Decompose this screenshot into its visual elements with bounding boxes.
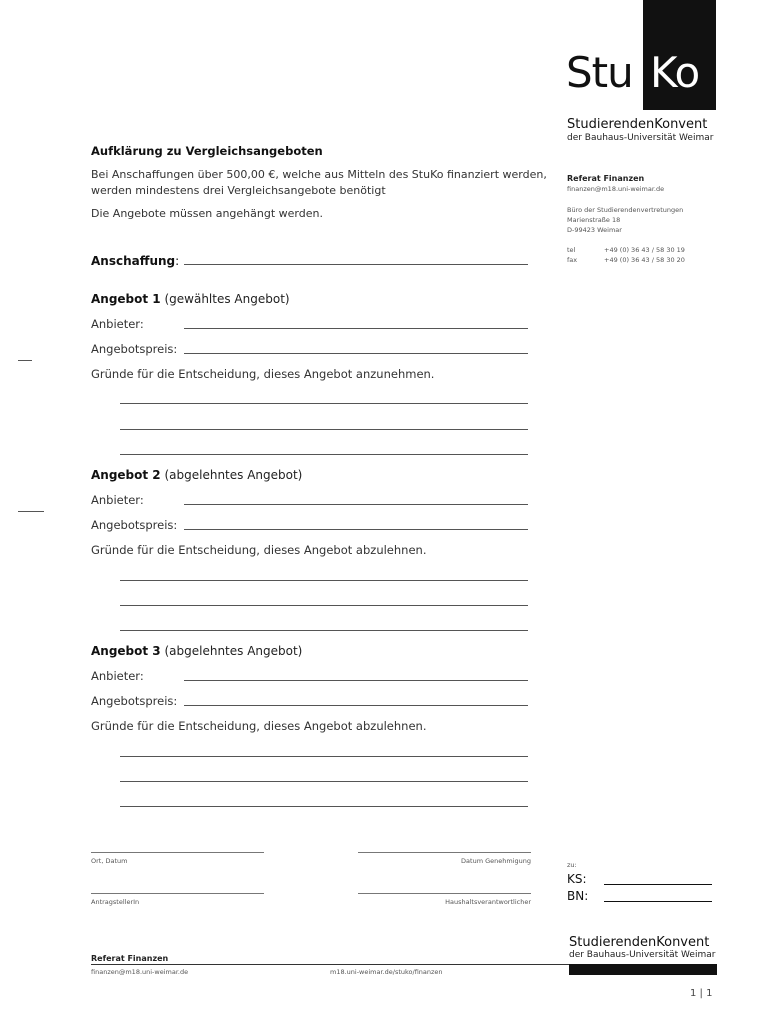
place-date-label: Ort, Datum xyxy=(91,857,128,865)
ks-label: KS: xyxy=(567,872,587,886)
offer-3-provider-label: Anbieter: xyxy=(91,669,144,683)
offer-2-reason-line-2[interactable] xyxy=(120,605,528,606)
page-title: Aufklärung zu Vergleichsangeboten xyxy=(91,144,323,158)
offer-2-price-field[interactable] xyxy=(184,529,528,530)
bn-field[interactable] xyxy=(604,901,712,902)
sidebar-heading: Referat Finanzen xyxy=(567,174,645,183)
intro-text-3: Die Angebote müssen angehängt werden. xyxy=(91,207,323,220)
sidebar-office: Büro der Studierendenvertretungen xyxy=(567,206,684,214)
offer-3-reason-label: Gründe für die Entscheidung, dieses Angebot abzulehnen. xyxy=(91,719,427,733)
offer-3-reason-line-1[interactable] xyxy=(120,756,528,757)
sidebar-fax-label: fax xyxy=(567,256,578,264)
offer-3-provider-field[interactable] xyxy=(184,680,528,681)
punch-mark xyxy=(18,511,44,512)
booking-zu-label: zu: xyxy=(567,861,577,869)
offer-2-provider-field[interactable] xyxy=(184,504,528,505)
offer-2-heading: Angebot 2 (abgelehntes Angebot) xyxy=(91,468,303,482)
offer-2-reason-line-1[interactable] xyxy=(120,580,528,581)
budget-officer-label: Haushaltsverantwortlicher xyxy=(445,898,531,906)
place-date-field[interactable] xyxy=(91,852,264,853)
fold-mark xyxy=(18,360,32,361)
applicant-signature-field[interactable] xyxy=(91,893,264,894)
purchase-label-row xyxy=(91,254,179,268)
bn-label: BN: xyxy=(567,889,589,903)
footer-url[interactable]: m18.uni-weimar.de/stuko/finanzen xyxy=(330,968,443,976)
offer-3-heading: Angebot 3 (abgelehntes Angebot) xyxy=(91,644,303,658)
offer-2-reason-line-3[interactable] xyxy=(120,630,528,631)
sidebar-email: finanzen@m18.uni-weimar.de xyxy=(567,185,665,193)
offer-1-provider-label: Anbieter: xyxy=(91,317,144,331)
sidebar-fax: +49 (0) 36 43 / 58 30 20 xyxy=(604,256,685,264)
approval-date-label: Datum Genehmigung xyxy=(461,857,531,865)
sidebar-tel: +49 (0) 36 43 / 58 30 19 xyxy=(604,246,685,254)
footer-logo-text: StudierendenKonvent xyxy=(569,935,710,950)
purchase-field[interactable] xyxy=(184,264,528,265)
purchase-label: Anschaffung xyxy=(91,254,176,268)
intro-text-1: Bei Anschaffungen über 500,00 €, welche aus Mitteln des StuKo finanziert werden, xyxy=(91,168,547,181)
offer-1-price-field[interactable] xyxy=(184,353,528,354)
footer-bar xyxy=(569,964,717,975)
offer-1-reason-line-3[interactable] xyxy=(120,454,528,455)
page-number: 1 | 1 xyxy=(690,988,713,999)
sidebar-street: Marienstraße 18 xyxy=(567,216,621,224)
offer-3-reason-line-3[interactable] xyxy=(120,806,528,807)
budget-officer-signature-field[interactable] xyxy=(358,893,531,894)
offer-3-price-label: Angebotspreis: xyxy=(91,694,178,708)
footer-logo-subtitle: der Bauhaus-Universität Weimar xyxy=(569,950,716,960)
logo-text-left: Stu xyxy=(566,48,633,97)
applicant-label: AntragstellerIn xyxy=(91,898,140,906)
logo-subtitle: StudierendenKonvent xyxy=(567,117,708,132)
offer-1-provider-field[interactable] xyxy=(184,328,528,329)
logo-text-right: Ko xyxy=(650,48,700,97)
sidebar-tel-label: tel xyxy=(567,246,576,254)
footer-email[interactable]: finanzen@m18.uni-weimar.de xyxy=(91,968,189,976)
offer-1-reason-label: Gründe für die Entscheidung, dieses Angebot anzunehmen. xyxy=(91,367,435,381)
offer-2-reason-label: Gründe für die Entscheidung, dieses Angebot abzulehnen. xyxy=(91,543,427,557)
offer-3-reason-line-2[interactable] xyxy=(120,781,528,782)
intro-text-2: werden mindestens drei Vergleichsangebote benötigt xyxy=(91,184,386,197)
footer-heading: Referat Finanzen xyxy=(91,954,169,963)
offer-2-provider-label: Anbieter: xyxy=(91,493,144,507)
approval-date-field[interactable] xyxy=(358,852,531,853)
offer-2-price-label: Angebotspreis: xyxy=(91,518,178,532)
purchase-colon: : xyxy=(175,254,180,268)
offer-1-heading: Angebot 1 (gewähltes Angebot) xyxy=(91,292,290,306)
offer-1-reason-line-2[interactable] xyxy=(120,429,528,430)
offer-3-price-field[interactable] xyxy=(184,705,528,706)
logo-subtitle-2: der Bauhaus-Universität Weimar xyxy=(567,133,714,143)
offer-1-price-label: Angebotspreis: xyxy=(91,342,178,356)
sidebar-city: D-99423 Weimar xyxy=(567,226,622,234)
ks-field[interactable] xyxy=(604,884,712,885)
offer-1-reason-line-1[interactable] xyxy=(120,403,528,404)
